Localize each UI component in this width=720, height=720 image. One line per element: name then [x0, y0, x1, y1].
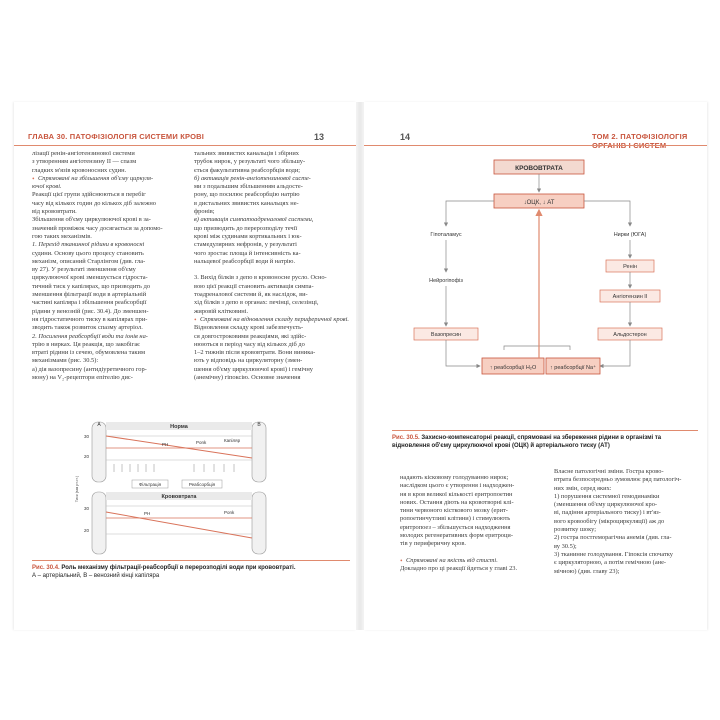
text-line: судини. Основу цього процесу становить: [32, 249, 144, 257]
arrow-vaso-to-water: [446, 340, 480, 366]
text-line: 1–2 тижнів після крововтрати. Вони виника-: [194, 349, 316, 357]
box-angiotensin-text: Ангіотензин II: [612, 294, 648, 300]
text-line: молодих регенеративних форм еритроци-: [400, 532, 513, 540]
p-onc-label-top: Ponk: [196, 440, 207, 445]
text-line: чого зростає площа й інтенсивність ка-: [194, 249, 301, 257]
norm-label: Норма: [170, 424, 188, 430]
text-line: надають кісковому голодуванню нирок;: [400, 474, 509, 481]
text-line: Збільшення об'єму циркулюючої крові в за-: [32, 216, 151, 224]
text-line: стамедулярних нефронів, у результаті: [194, 241, 297, 249]
text-line: жировій клітковині.: [194, 307, 249, 315]
filtration-label: Фільтрація: [138, 482, 162, 487]
arrow-aldo-to-na: [600, 340, 630, 366]
text-line: них змін, серед яких:: [554, 484, 612, 492]
bloodloss-label: Крововтрата: [161, 494, 197, 500]
text-line: шення об'єму циркулюючої крові) і гемічну: [194, 365, 313, 373]
left-header-rule: [14, 145, 356, 146]
a-label-top: A: [97, 422, 101, 428]
text-line: еритропоез – збільшується надходження: [400, 523, 511, 531]
venous-end-bottom: [252, 492, 266, 554]
text-line: ву 30.5);: [554, 542, 577, 550]
text-line: Відновлення складу крові забезпечуєть-: [194, 324, 304, 332]
text-line: ня в кров великої кількості еритропоетин: [400, 490, 513, 498]
p-onc-label-bottom: Ponk: [224, 510, 235, 515]
text-line: в дистальних звивистих канальцях не-: [194, 199, 299, 207]
text-line: фронів;: [194, 208, 215, 216]
text-line: (зменшення об'єму циркулюючої кро-: [554, 501, 658, 509]
text-line: • Спрямовані на відновлення складу периферичної крові.: [194, 316, 350, 324]
text-line: трію в нирках. Ця реакція, що закобігає: [32, 340, 140, 348]
text-line: ється факультативна реабсорбція води;: [194, 166, 301, 174]
text-line: зводить також розвиток спазму артеріол.: [32, 324, 143, 332]
text-line: тоадреналової системи й, як наслідок, ви-: [194, 291, 308, 299]
venous-end-top: [252, 422, 266, 482]
right-caption-number: Рис. 30.5.: [392, 435, 420, 441]
bracket-reab: [504, 346, 570, 350]
text-line: гою таких механізмів.: [32, 232, 92, 240]
left-page-number: 13: [314, 132, 325, 142]
figure-filtration-reabsorption: [74, 414, 284, 564]
box-aldosterone-text: Альдостерон: [613, 332, 647, 338]
text-line: з утворенням ангіотензину ІІ — спазм: [32, 158, 137, 166]
text-line: що призводить до перерозподілу течії: [194, 224, 298, 232]
text-line: 2. Посилення реабсорбції води та іонів на-: [32, 332, 148, 340]
arterial-end-top: [92, 422, 106, 482]
text-line: значений проміжок часу досягається за допомо-: [32, 224, 163, 232]
text-line: циркулюючої крові зменшується гідроста-: [32, 274, 148, 282]
text-line: рону, що посилює реабсорбцію натрію: [194, 191, 300, 199]
tick-30-bottom: 30: [84, 506, 90, 511]
text-line: мону) на V₂-рецептори епітелію дис-: [32, 374, 133, 382]
text-line: частині капіляра і збільшення реабсорбції: [32, 299, 147, 307]
y-axis-label: Тиск (мм рт.ст.): [75, 475, 79, 503]
box-reab-na-text: ↑ реабсорбції Na⁺: [550, 365, 596, 371]
text-line: [194, 266, 350, 274]
text-line: нових. Остання діють на кровотворні клі-: [400, 498, 514, 506]
book-gutter: [356, 102, 364, 630]
text-line: б) активація ренін-ангіотензинової систе-: [194, 174, 311, 182]
text-line: нальцевої реабсорбції води й натрію.: [194, 257, 296, 265]
right-page: [364, 102, 707, 630]
right-header-rule: [364, 145, 707, 146]
left-column-2: [194, 150, 350, 382]
text-line: ву 27). У результаті зменшення об'єму: [32, 266, 136, 274]
text-line: Реакції цієї групи здійснюються в перебіг: [32, 191, 146, 199]
box-bcv-bp-text: ↓ОЦК, ↓ АТ: [523, 200, 555, 206]
text-line: [400, 549, 546, 557]
text-line: 2) гостра постгеморагічна анемія (див. гла-: [554, 534, 672, 542]
text-line: ня гідростатичного тиску в капілярах при-: [32, 315, 148, 323]
text-line: а) дія вазопресину (антидіуретичного гор-: [32, 365, 147, 373]
tick-20-top: 20: [84, 454, 90, 459]
text-line: мічною) (див. главу 23);: [554, 567, 620, 575]
text-line: лізації ренін-ангіотензинової системи: [32, 150, 135, 157]
box-bloodloss-text: КРОВОВТРАТА: [515, 165, 563, 172]
text-line: втраті рідини із сечею, обумовлена таким: [32, 349, 145, 357]
diagram-compensatory-reactions: [384, 154, 684, 426]
text-line: Докладно про ці реакції йдеться у главі 23.: [400, 565, 518, 573]
text-line: механізм, описаний Старлінгом (див. гла-: [32, 257, 146, 265]
text-line: 1. Перехід тканинної рідини в кровоносні: [32, 241, 145, 249]
box-renin-text: Ренін: [623, 264, 637, 270]
text-line: в) активація симпатоадреналової системи,: [194, 216, 314, 224]
arrow-to-hypothalamus: [446, 201, 494, 226]
text-line: є циркуляторною, а потім гемічною (ане-: [554, 559, 667, 567]
text-line: Власне патологічні зміни. Гостра крово-: [554, 468, 664, 475]
tick-30-top: 30: [84, 434, 90, 439]
right-figure-caption: [392, 434, 698, 450]
text-line: гладких м'язів кровоносних судин.: [32, 166, 127, 174]
box-reab-water-text: ↑ реабсорбції H₂O: [489, 365, 537, 371]
text-line: • Спрямовані на збільшення об'єму циркуля-: [32, 175, 184, 183]
text-line: тальних звивистих канальців і збірних: [194, 150, 299, 157]
right-caption-text: Захисно-компенсаторні реакції, спрямовані на збереження рідини в організмі та відновлення об'єму циркулюючої крові (ОЦК) й артеріального тиску (АТ): [392, 435, 662, 449]
text-line: розвитку шоку;: [554, 526, 596, 534]
text-line: вою цієї реакції становить активація симпа-: [194, 282, 314, 290]
text-line: крові між судинами кортикальних і юк-: [194, 232, 302, 240]
text-line: механізмами (рис. 30.5):: [32, 357, 99, 365]
b-label-top: B: [257, 422, 261, 428]
text-line: зменшення фільтрації води в артеріальній: [32, 291, 147, 299]
box-vasopressin-text: Вазопресин: [430, 332, 462, 338]
text-line: нюються в період часу від кількох діб до: [194, 340, 305, 348]
arterial-end-bottom: [92, 492, 106, 554]
label-neurohypophysis: Нейрогіпофіз: [429, 278, 463, 284]
text-line: 3) тканинне голодування. Гіпоксія спочатку: [554, 550, 673, 558]
left-column-1: [32, 150, 184, 382]
text-line: хід білків з депо в органах: печінці, селезінці,: [194, 299, 319, 307]
text-line: ропоетинчутливі клітини) і стимулюють: [400, 515, 511, 523]
left-caption-number: Рис. 30.4.: [32, 565, 60, 571]
left-figure-caption: [32, 564, 350, 580]
text-line: тів у периферичну кров.: [400, 540, 466, 548]
p-h-label-top: PH: [162, 442, 169, 447]
text-line: від крововтрати.: [32, 208, 77, 216]
left-caption-rule: [32, 560, 350, 561]
text-line: 1) порушення системної гемодинаміки: [554, 492, 660, 500]
text-line: часу від кількох годин до кількох діб залежно: [32, 199, 156, 207]
tick-20-bottom: 20: [84, 528, 90, 533]
filtration-arrows: [114, 464, 234, 472]
text-line: ми з подальшим збільшенням альдосте-: [194, 183, 303, 191]
right-column-1: [400, 474, 546, 574]
left-running-header: ГЛАВА 30. ПАТОФІЗІОЛОГІЯ СИСТЕМИ КРОВІ: [28, 132, 205, 141]
text-line: рідини у венозній (рис. 30.4). До зменшен-: [32, 307, 149, 315]
text-line: трубок нирок, у результаті чого збільшу-: [194, 158, 306, 166]
text-line: тини червоного кісткового мозку (ерит-: [400, 507, 508, 515]
right-page-number: 14: [400, 132, 411, 142]
reabsorption-label: Реабсорбція: [188, 482, 216, 487]
text-line: ві, падіння артеріального тиску) і вт'яз-: [554, 509, 661, 517]
left-caption-text: Роль механізму фільтрації-реабсорбції в перерозподілі води при крововтраті.: [61, 565, 296, 571]
right-caption-rule: [392, 430, 698, 431]
right-column-2: [554, 468, 698, 576]
text-line: (анемічну) гіпоксію. Основне значення: [194, 374, 301, 382]
text-line: 3. Вихід білків з депо в кровоносне русло. Осно-: [194, 274, 327, 282]
text-line: ся довгостроковими реакціями, які здійс-: [194, 332, 307, 340]
left-page: [14, 102, 356, 630]
right-running-header: ТОМ 2. ПАТОФІЗІОЛОГІЯ: [592, 132, 688, 141]
capillary-label: Капіляр: [224, 438, 241, 443]
arrow-to-kidneys: [584, 201, 630, 226]
text-line: • Спрямовані на якість від стисті.: [400, 557, 546, 565]
text-line: ють у відповідь на циркуляторну (змен-: [194, 357, 303, 365]
left-caption-sub: А – артеріальний, В – венозний кінці капіляра: [32, 573, 160, 579]
label-kidneys: Нирки (ЮГА): [613, 232, 647, 238]
text-line: ючої крові.: [32, 183, 62, 191]
label-hypothalamus: Гіпоталамус: [430, 232, 462, 238]
text-line: наслідком цього є утворення і надходжен-: [400, 482, 515, 490]
text-line: вого кровообігу (мікроциркуляції) аж до: [554, 517, 665, 525]
p-h-label-bottom: PH: [144, 511, 151, 516]
text-line: втрата безпосередньо зумовлює ряд патологіч-: [554, 476, 682, 484]
text-line: тичний тиск у капілярах, що призводить до: [32, 282, 151, 290]
